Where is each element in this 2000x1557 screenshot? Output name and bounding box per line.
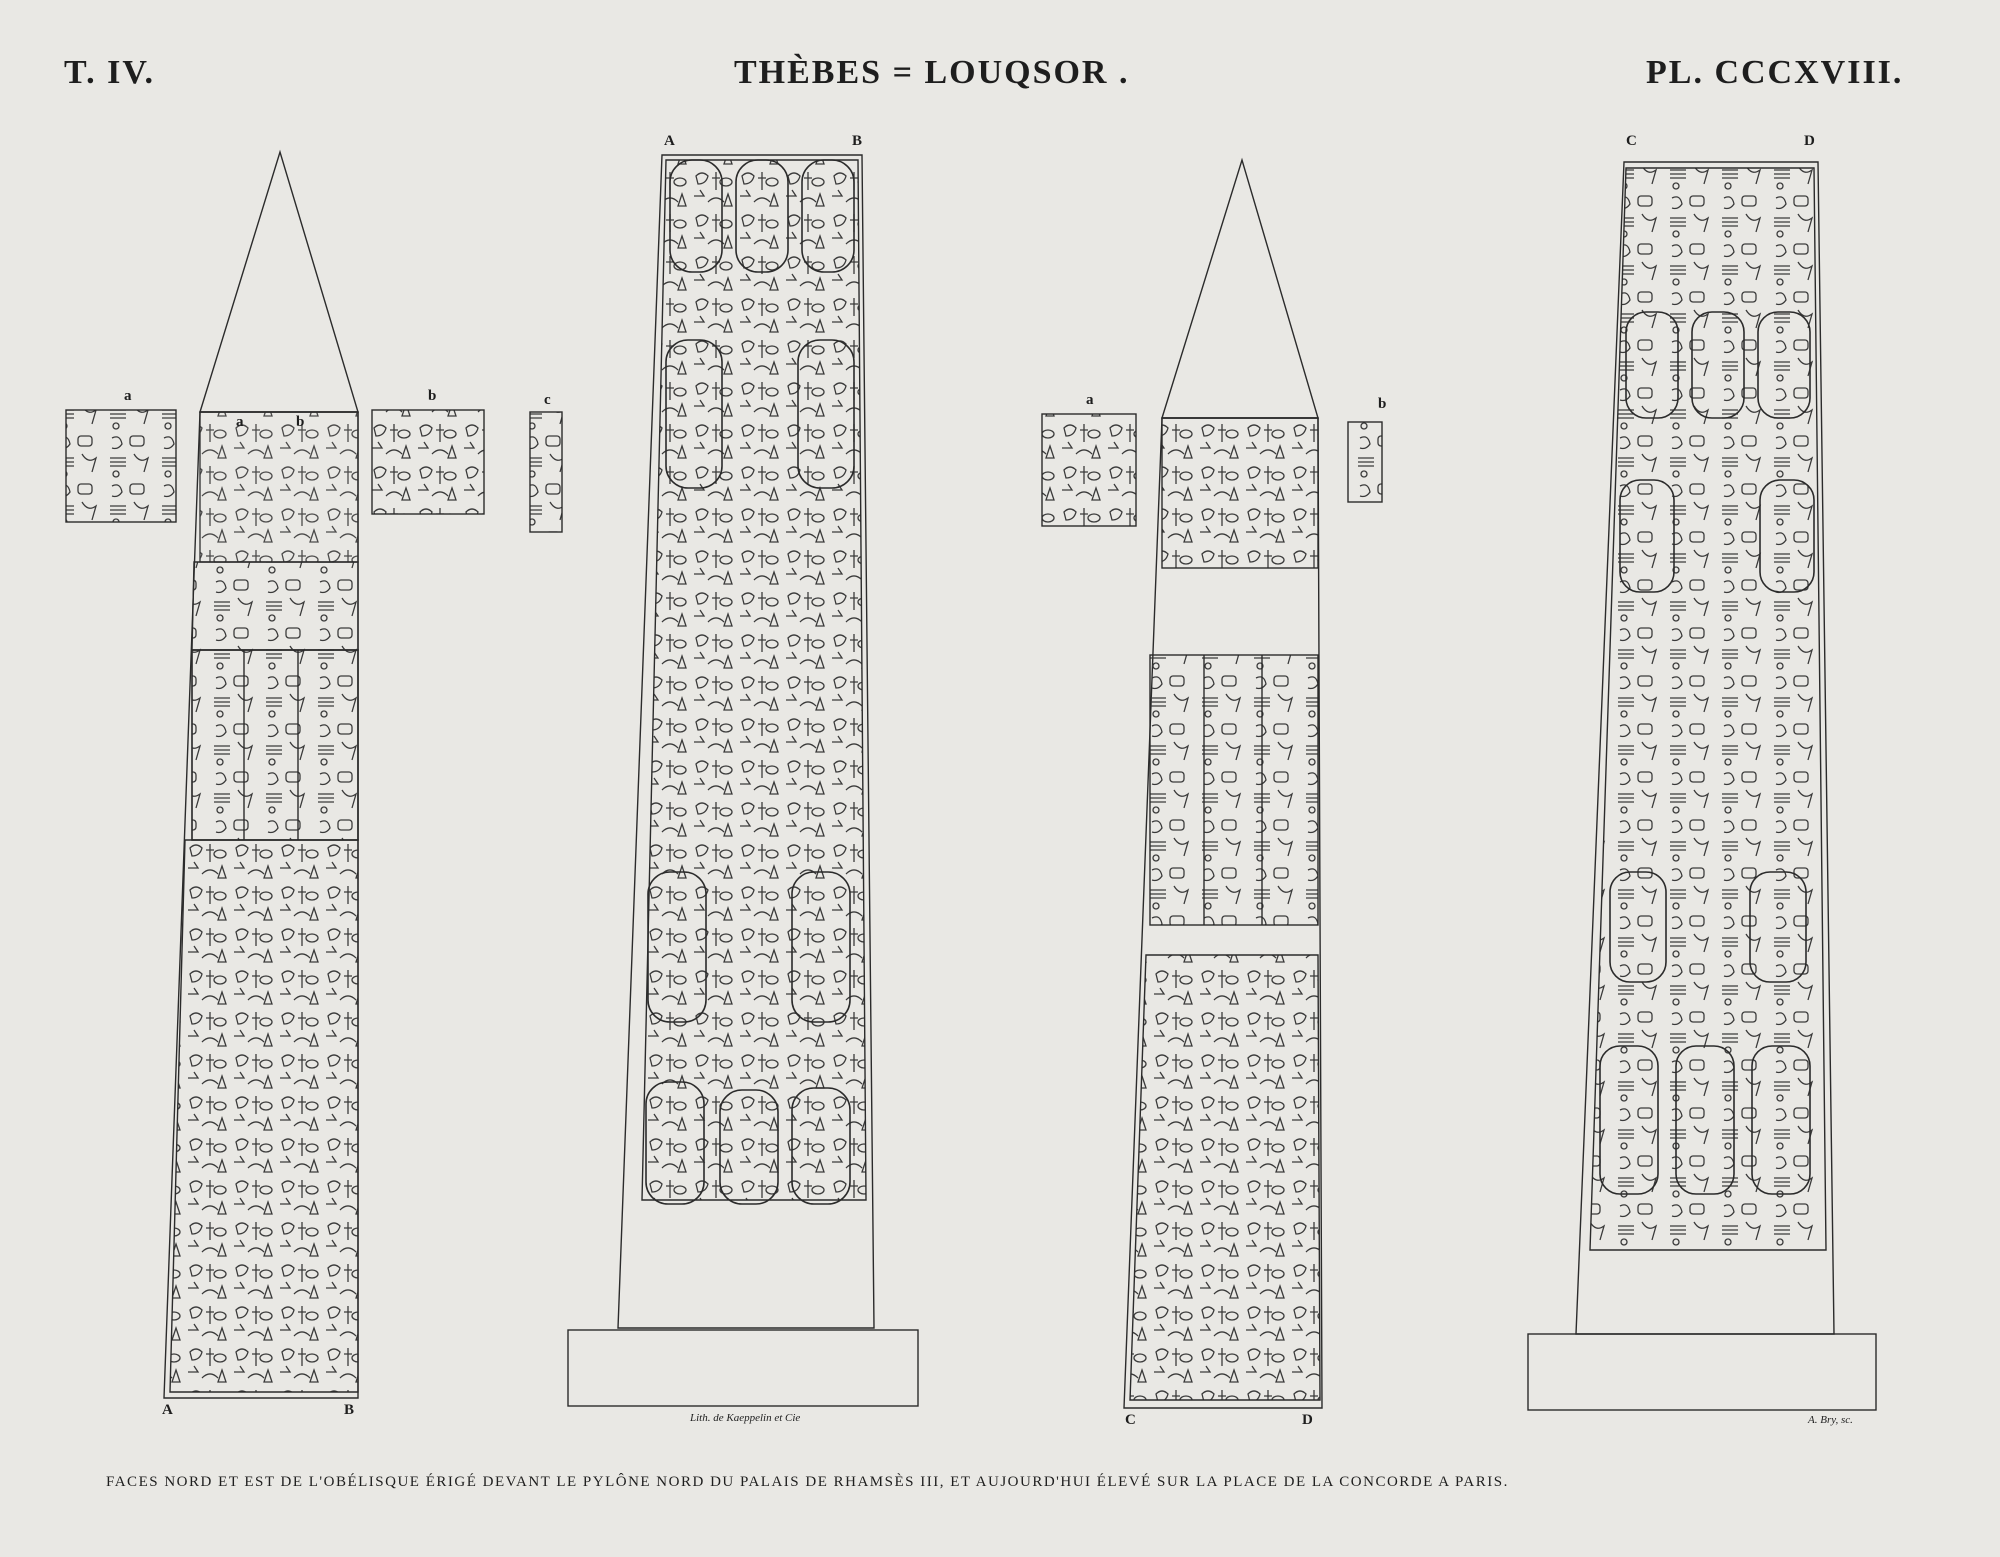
label-d-top: D — [1804, 133, 1815, 149]
engraver-credit: A. Bry, sc. — [1808, 1414, 1853, 1426]
plate-number: PL. CCCXVIII. — [1646, 54, 1904, 91]
label-d-left: D — [1302, 1412, 1313, 1428]
detail-label-b-left: b — [428, 388, 437, 404]
detail-b-right — [1348, 422, 1382, 502]
detail-b-left — [372, 410, 484, 514]
label-b-left: B — [344, 1402, 355, 1418]
plate-caption: FACES NORD ET EST DE L'OBÉLISQUE ÉRIGÉ DEVANT LE PYLÔNE NORD DU PALAIS DE RHAMSÈS III, ET AUJOURD'HUI ÉLEVÉ SUR LA PLACE DE LA CONCORDE A PARIS. — [106, 1474, 1509, 1490]
label-b-top: B — [852, 133, 863, 149]
face-label-a-left: a — [236, 414, 244, 430]
lithographer-credit: Lith. de Kaeppelin et Cie — [690, 1412, 801, 1424]
detail-label-b-right: b — [1378, 396, 1387, 412]
volume-number: T. IV. — [64, 54, 156, 91]
detail-label-c-left: c — [544, 392, 551, 408]
obelisk-face-cd-base — [1528, 162, 1876, 1410]
label-c-left: C — [1125, 1412, 1136, 1428]
detail-label-a-right: a — [1086, 392, 1094, 408]
detail-c-left — [530, 412, 562, 532]
label-a-top: A — [664, 133, 675, 149]
face-label-b-left: b — [296, 414, 305, 430]
obelisk-face-ab-base — [568, 155, 918, 1406]
detail-label-a-left: a — [124, 388, 132, 404]
plate-title: THÈBES = LOUQSOR . — [734, 54, 1130, 91]
detail-a-right — [1042, 414, 1136, 526]
detail-a-left — [66, 410, 176, 522]
obelisk-face-ab-left — [164, 152, 358, 1398]
label-a-left: A — [162, 1402, 173, 1418]
obelisk-face-cd-left — [1124, 160, 1322, 1408]
label-c-top: C — [1626, 133, 1637, 149]
